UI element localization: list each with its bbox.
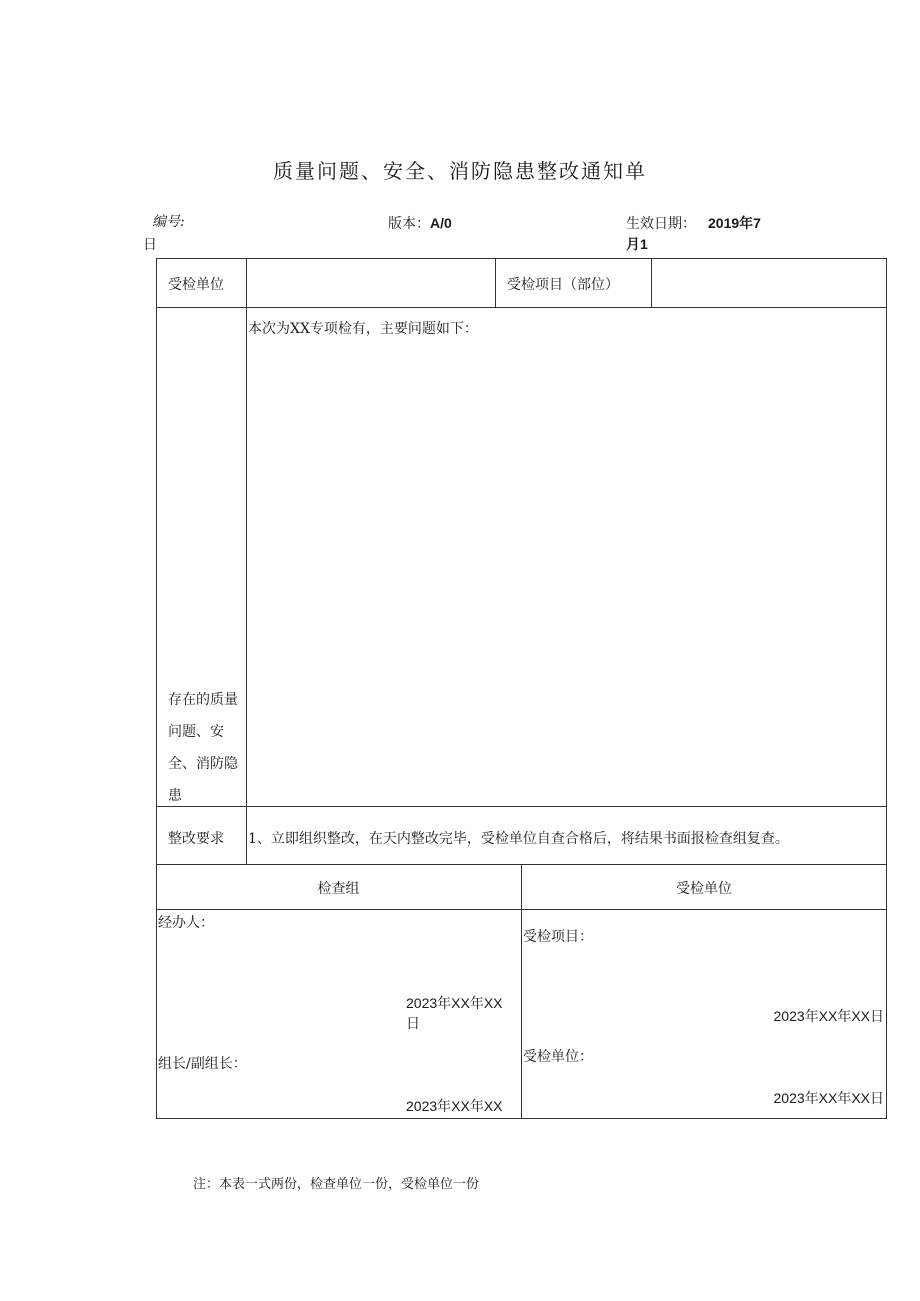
version-field [388, 213, 452, 233]
inspected-unit-sign-label: 受检单位： [523, 1049, 593, 1065]
issues-content[interactable]: 本次为XX专项检有，主要问题如下： [248, 321, 478, 337]
table-row-divider [156, 307, 887, 308]
inspected-project-label: 受检项目（部位） [507, 277, 619, 293]
number-label: 编号: [152, 214, 185, 230]
inspected-unit-label: 受检单位 [168, 277, 224, 293]
rectify-label: 整改要求 [168, 831, 224, 847]
effective-date-label: 生效日期： [626, 216, 696, 232]
unit-sign-date[interactable]: 2023年XX年XX日 [773, 1090, 884, 1106]
effective-date-line2: 月1 [626, 236, 648, 252]
inspected-unit-header: 受检单位 [676, 881, 732, 897]
number-suffix: 日 [143, 237, 157, 253]
leader-date[interactable]: 2023年XX年XX [406, 1098, 503, 1114]
inspected-project-sign-label: 受检项目： [523, 929, 593, 945]
handler-date-suffix: 日 [406, 1016, 420, 1032]
cell-divider [651, 258, 652, 308]
version-label: 版本： [388, 216, 430, 232]
table-border-right [886, 258, 887, 1119]
footnote: 注：本表一式两份，检查单位一份，受检单位一份 [193, 1177, 480, 1192]
handler-date[interactable]: 2023年XX年XX [406, 995, 503, 1011]
inspection-group-header: 检查组 [317, 881, 360, 897]
table-border-top [156, 258, 887, 259]
effective-date-line1: 2019年7 [708, 215, 761, 231]
rectify-content[interactable]: 1、立即组织整改，在天内整改完毕，受检单位自查合格后，将结果书面报检查组复查。 [248, 831, 789, 847]
version-value: A/0 [430, 215, 452, 231]
leader-label: 组长/副组长： [158, 1056, 247, 1072]
signature-column-divider [521, 864, 522, 1119]
issues-label: 存在的质量问题、安全、消防隐患 [168, 692, 238, 804]
table-border-left [156, 258, 157, 1119]
cell-divider [495, 258, 496, 308]
document-title: 质量问题、安全、消防隐患整改通知单 [273, 159, 647, 183]
handler-label: 经办人： [158, 915, 214, 931]
table-row-divider [156, 806, 887, 807]
project-sign-date[interactable]: 2023年XX年XX日 [773, 1008, 884, 1024]
